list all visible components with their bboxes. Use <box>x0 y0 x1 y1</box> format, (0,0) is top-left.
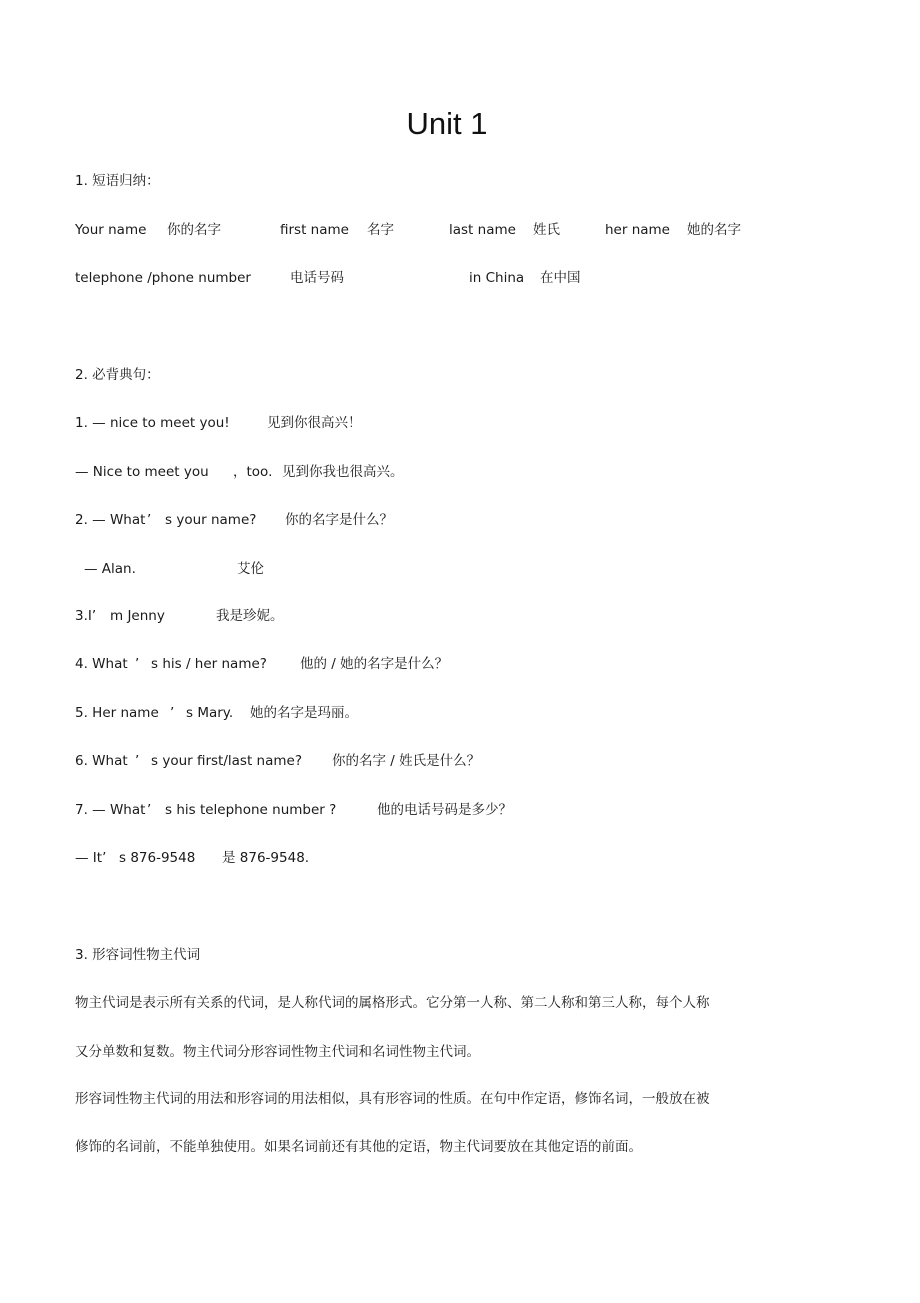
sentence-en: 3.I’ <box>75 608 97 624</box>
sentence-zh: 你的名字是什么？ <box>285 512 393 528</box>
paragraph-2-line-1: 形容词性物主代词的用法和形容词的用法相似，具有形容词的性质。在句中作定语，修饰名词，一般放在被 <box>75 1091 710 1107</box>
sentence-zh: 见到你我也很高兴。 <box>282 464 404 480</box>
phrase-zh: 名字 <box>367 222 394 238</box>
paragraph-1-line-1: 物主代词是表示所有关系的代词，是人称代词的属格形式。它分第一人称、第二人称和第三人称，每个人称 <box>75 995 710 1011</box>
section3-heading: 3. 形容词性物主代词 <box>75 947 201 963</box>
sentence-en: 6. What <box>75 753 128 769</box>
phrase-zh: 在中国 <box>540 270 581 286</box>
sentence-zh: 见到你很高兴！ <box>267 415 362 431</box>
paragraph-1-line-2: 又分单数和复数。物主代词分形容词性物主代词和名词性物主代词。 <box>75 1044 480 1060</box>
phrase-en: Your name <box>75 222 147 238</box>
phrase-en: last name <box>449 222 516 238</box>
phrase-zh: 她的名字 <box>687 222 741 238</box>
section1-heading: 1. 短语归纳： <box>75 173 160 189</box>
phrase-zh: 电话号码 <box>290 270 344 286</box>
sentence-zh: 是 876-9548. <box>222 850 310 866</box>
sentence-en: 4. What <box>75 656 128 672</box>
sentence-zh: 我是珍妮。 <box>216 608 284 624</box>
phrase-zh: 姓氏 <box>533 222 560 238</box>
sentence-en: — Nice to meet you <box>75 464 209 480</box>
sentence-en: s your first/last name? <box>151 753 302 769</box>
sentence-en: m Jenny <box>110 608 165 624</box>
paragraph-2-line-2: 修饰的名词前，不能单独使用。如果名词前还有其他的定语，物主代词要放在其他定语的前面。 <box>75 1139 642 1155</box>
sentence-apostrophe: ’ <box>170 705 175 721</box>
sentence-en: 7. — What <box>75 802 146 818</box>
sentence-zh: 你的名字 / 姓氏是什么？ <box>332 753 481 769</box>
sentence-en: s Mary. <box>186 705 234 721</box>
sentence-apostrophe: ’ <box>135 656 140 672</box>
sentence-zh: 她的名字是玛丽。 <box>250 705 358 721</box>
sentence-en: 2. — What <box>75 512 146 528</box>
phrase-zh: 你的名字 <box>167 222 221 238</box>
phrase-en: first name <box>280 222 349 238</box>
sentence-en: s your name? <box>165 512 257 528</box>
sentence-zh: 艾伦 <box>237 561 264 577</box>
page-title: Unit 1 <box>406 106 488 141</box>
sentence-en: s his telephone number ? <box>165 802 337 818</box>
sentence-en: s 876-9548 <box>119 850 196 866</box>
sentence-en: 5. Her name <box>75 705 159 721</box>
phrase-en: telephone /phone number <box>75 270 251 286</box>
sentence-zh: 他的 / 她的名字是什么？ <box>300 656 449 672</box>
sentence-apostrophe: ’ <box>147 512 152 528</box>
sentence-en: — Alan. <box>84 561 136 577</box>
section2-heading: 2. 必背典句： <box>75 367 160 383</box>
sentence-en: s his / her name? <box>151 656 267 672</box>
sentence-apostrophe: ’ <box>135 753 140 769</box>
sentence-en: ，too. <box>233 464 273 480</box>
sentence-zh: 他的电话号码是多少？ <box>377 802 512 818</box>
sentence-en: — It’ <box>75 850 107 866</box>
sentence-apostrophe: ’ <box>147 802 152 818</box>
sentence-en: 1. — nice to meet you! <box>75 415 230 431</box>
phrase-en: her name <box>605 222 670 238</box>
phrase-en: in China <box>469 270 525 286</box>
